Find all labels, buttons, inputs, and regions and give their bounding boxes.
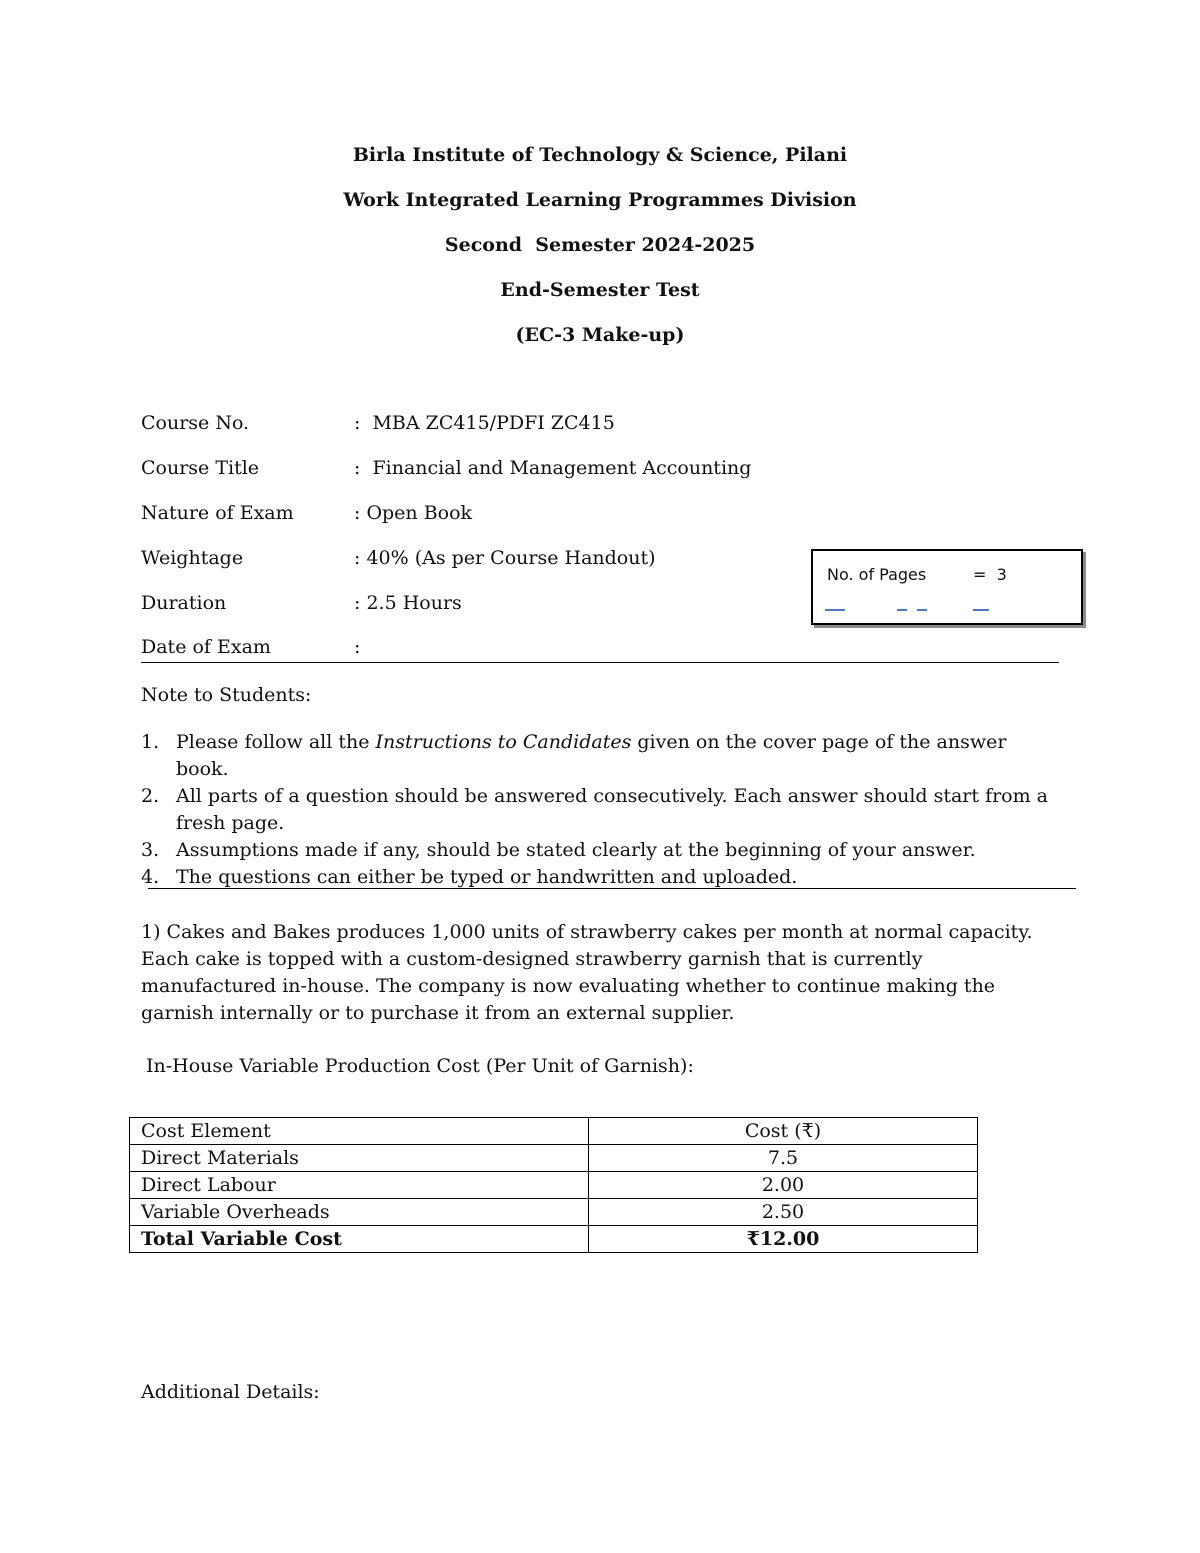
list-item: [141, 837, 1051, 864]
duration-value: : 2.5 Hours: [354, 592, 462, 614]
course-title-value: : Financial and Management Accounting: [354, 457, 752, 479]
list-item-number: 3.: [141, 839, 160, 861]
list-item-number: 4.: [141, 866, 160, 888]
division-name: Work Integrated Learning Programmes Division: [343, 189, 857, 211]
box-underline-dash: [973, 609, 989, 611]
question-text: 1) Cakes and Bakes produces 1,000 units of strawberry cakes per month at normal capacity. Each cake is topped with a custom-designed strawberry garnish that is currently manufactured in-house. The company is now evaluating whether to continue making the garnish internally or to purchase it from an external supplier.: [141, 921, 1033, 1024]
list-item-text: Please follow all the: [176, 731, 376, 753]
total-value: ₹12.00: [589, 1226, 978, 1253]
list-item: [141, 783, 1051, 837]
list-item-emphasis: Instructions to Candidates: [375, 731, 632, 753]
table-cell: Variable Overheads: [130, 1199, 589, 1226]
pages-count-value: = 3: [973, 565, 1007, 584]
column-header: Cost Element: [130, 1118, 589, 1145]
additional-details-heading: Additional Details:: [141, 1381, 320, 1403]
weightage-value: : 40% (As per Course Handout): [354, 547, 656, 569]
weightage-label: Weightage: [141, 547, 244, 569]
table-cell: 7.5: [589, 1145, 978, 1172]
test-title: End-Semester Test: [500, 279, 700, 301]
list-item-text: The questions can either be typed or handwritten and uploaded.: [176, 866, 798, 888]
box-underline-dash: [917, 609, 927, 611]
institute-name: Birla Institute of Technology & Science, Pilani: [352, 144, 848, 166]
table-cell: 2.00: [589, 1172, 978, 1199]
test-variant: (EC-3 Make-up): [515, 324, 685, 346]
list-item-number: 1.: [141, 731, 160, 753]
total-label: Total Variable Cost: [130, 1226, 589, 1253]
notes-title: Note to Students:: [141, 684, 312, 706]
column-header: Cost (₹): [589, 1118, 978, 1145]
table-cell: Direct Materials: [130, 1145, 589, 1172]
info-divider: [141, 662, 1059, 663]
course-no-label: Course No.: [141, 412, 250, 434]
table-row: [130, 1172, 978, 1199]
box-underline-dash: [897, 609, 907, 611]
list-item-text: given on the cover page of the answer book.: [176, 731, 1007, 780]
section-divider: [148, 888, 1076, 889]
cost-table: [129, 1117, 978, 1253]
notes-list: [141, 729, 1051, 891]
exam-nature-label: Nature of Exam: [141, 502, 294, 524]
table-row: [130, 1145, 978, 1172]
pages-count-label: No. of Pages: [827, 565, 927, 584]
list-item-text: Assumptions made if any, should be stated clearly at the beginning of your answer.: [176, 839, 976, 861]
list-item-text: All parts of a question should be answered consecutively. Each answer should start from a fresh page.: [176, 785, 1049, 834]
course-title-label: Course Title: [141, 457, 260, 479]
list-item: [141, 729, 1051, 783]
list-item: [141, 864, 1051, 891]
duration-label: Duration: [141, 592, 227, 614]
semester-title: Second Semester 2024-2025: [444, 234, 756, 256]
list-item-number: 2.: [141, 785, 160, 807]
exam-nature-value: : Open Book: [354, 502, 473, 524]
table-cell: 2.50: [589, 1199, 978, 1226]
table-row: [130, 1199, 978, 1226]
course-no-value: : MBA ZC415/PDFI ZC415: [354, 412, 615, 434]
pages-count-box: [811, 549, 1083, 625]
table-total-row: [130, 1226, 978, 1253]
table-header-row: [130, 1118, 978, 1145]
exam-date-value: :: [354, 636, 361, 658]
exam-date-label: Date of Exam: [141, 636, 271, 658]
cost-table-heading: In-House Variable Production Cost (Per Unit of Garnish):: [146, 1055, 694, 1077]
table-cell: Direct Labour: [130, 1172, 589, 1199]
box-underline-dash: [825, 609, 845, 611]
